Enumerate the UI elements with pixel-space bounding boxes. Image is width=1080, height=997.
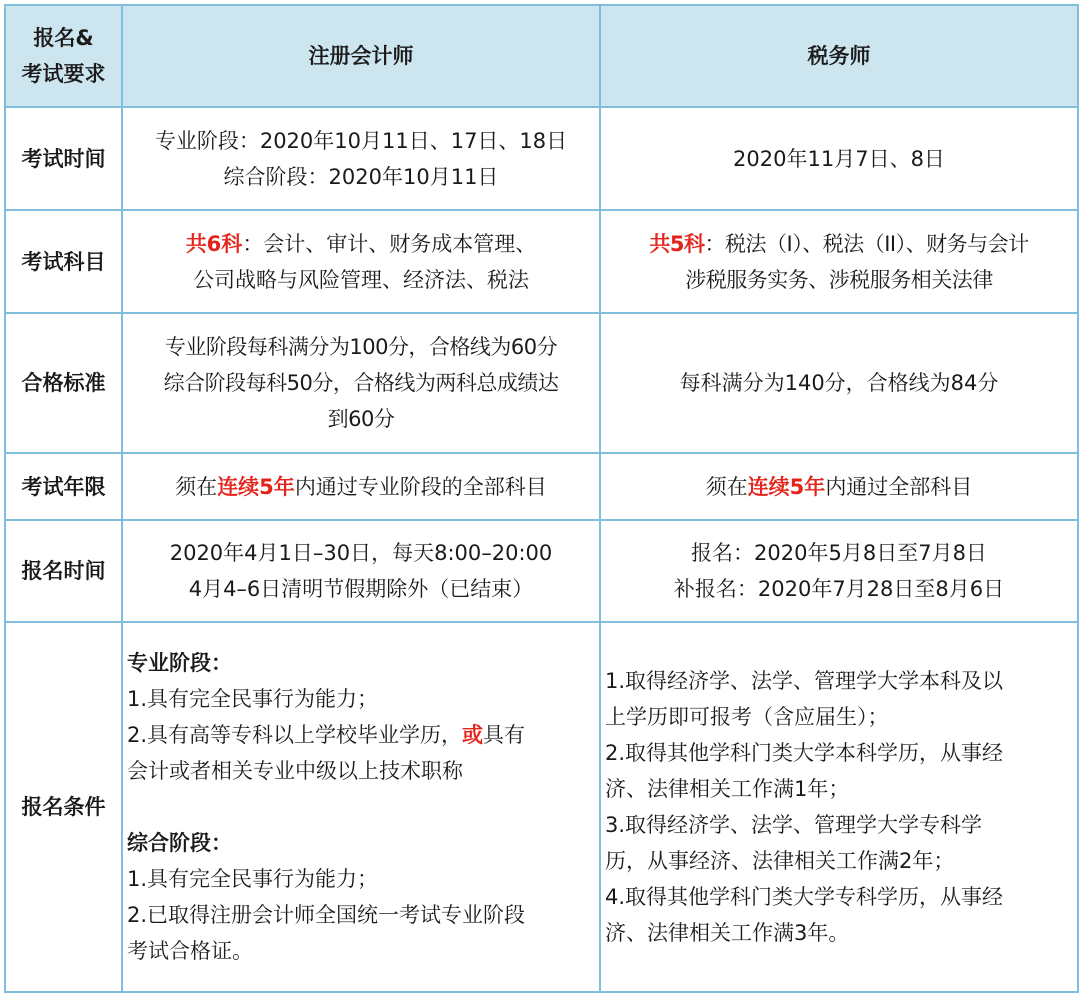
exam-time-cpa-line1: 专业阶段：2020年10月11日、17日、18日 xyxy=(154,128,568,153)
header-corner-cell xyxy=(5,5,122,107)
header-row xyxy=(5,5,1078,107)
exam-time-tax: 2020年11月7日、8日 xyxy=(600,107,1078,210)
subjects-cpa-count: 共6科 xyxy=(185,231,243,256)
pass-standard-row xyxy=(5,313,1078,453)
time-limit-row xyxy=(5,453,1078,520)
registration-time-cpa-line1: 2020年4月1日–30日，每天8:00–20:00 xyxy=(169,541,553,565)
time-limit-cpa-post: 内通过专业阶段的全部科目 xyxy=(294,474,547,499)
pass-standard-label: 合格标准 xyxy=(5,313,122,453)
pass-standard-cpa xyxy=(122,313,600,453)
time-limit-tax-pre: 须在 xyxy=(705,474,748,499)
cpa-stage2-item2: 2.已取得注册会计师全国统一考试专业阶段 xyxy=(127,903,526,927)
time-limit-tax-highlight: 连续5年 xyxy=(747,474,826,499)
tax-cond-line4: 济、法律相关工作满1年； xyxy=(605,777,850,801)
cpa-stage1-title: 专业阶段： xyxy=(127,651,232,675)
time-limit-tax-post: 内通过全部科目 xyxy=(825,474,973,499)
conditions-cpa xyxy=(122,622,600,992)
subjects-tax-count: 共5科 xyxy=(649,231,705,256)
time-limit-cpa-highlight: 连续5年 xyxy=(217,474,295,499)
subjects-cpa-list: ：会计、审计、财务成本管理、 xyxy=(242,231,537,256)
cpa-stage1-item2-or: 或 xyxy=(462,723,484,747)
subjects-label: 考试科目 xyxy=(5,210,122,313)
pass-standard-cpa-line3: 到60分 xyxy=(327,407,395,431)
cpa-stage1-item2-post: 具有 xyxy=(483,723,526,747)
subjects-tax xyxy=(600,210,1078,313)
exam-time-cpa xyxy=(122,107,600,210)
time-limit-tax xyxy=(600,453,1078,520)
tax-cond-line2: 上学历即可报考（含应届生）； xyxy=(605,705,889,729)
exam-time-label: 考试时间 xyxy=(5,107,122,210)
cpa-stage-spacer xyxy=(127,789,599,825)
subjects-tax-list: ：税法（I）、税法（II）、财务与会计 xyxy=(704,231,1029,256)
subjects-row xyxy=(5,210,1078,313)
cpa-stage1-item2 xyxy=(127,717,599,753)
exam-time-row xyxy=(5,107,1078,210)
pass-standard-cpa-line2: 综合阶段每科50分，合格线为两科总成绩达 xyxy=(163,371,559,395)
conditions-row xyxy=(5,622,1078,992)
cpa-stage2-title: 综合阶段： xyxy=(127,831,232,855)
cpa-stage2-item1: 1.具有完全民事行为能力； xyxy=(127,867,379,891)
subjects-tax-line1 xyxy=(601,226,1077,262)
subjects-cpa-line2: 公司战略与风险管理、经济法、税法 xyxy=(193,267,529,292)
pass-standard-tax: 每科满分为140分，合格线为84分 xyxy=(600,313,1078,453)
tax-cond-line3: 2.取得其他学科门类大学本科学历，从事经 xyxy=(605,741,1004,765)
conditions-label: 报名条件 xyxy=(5,622,122,992)
tax-cond-line6: 历，从事经济、法律相关工作满2年； xyxy=(605,849,955,873)
registration-time-tax-line1: 报名：2020年5月8日至7月8日 xyxy=(691,541,987,565)
registration-time-cpa-line2: 4月4–6日清明节假期除外（已结束） xyxy=(188,577,534,601)
cpa-stage2-item2-line2: 考试合格证。 xyxy=(127,939,253,963)
subjects-tax-line2: 涉税服务实务、涉税服务相关法律 xyxy=(685,267,993,292)
conditions-tax xyxy=(600,622,1078,992)
pass-standard-cpa-line1: 专业阶段每科满分为100分，合格线为60分 xyxy=(164,335,558,359)
registration-time-tax-line2: 补报名：2020年7月28日至8月6日 xyxy=(673,577,1005,601)
time-limit-label: 考试年限 xyxy=(5,453,122,520)
registration-time-cpa xyxy=(122,520,600,622)
header-cpa: 注册会计师 xyxy=(122,5,600,107)
tax-cond-line1: 1.取得经济学、法学、管理学大学本科及以 xyxy=(605,669,1004,693)
registration-time-tax xyxy=(600,520,1078,622)
subjects-cpa-line1 xyxy=(123,226,599,262)
header-tax-agent: 税务师 xyxy=(600,5,1078,107)
header-corner-line1: 报名& xyxy=(33,26,94,50)
cpa-stage1-item2-line2: 会计或者相关专业中级以上技术职称 xyxy=(127,759,463,783)
registration-time-label: 报名时间 xyxy=(5,520,122,622)
registration-time-row xyxy=(5,520,1078,622)
cpa-stage1-item2-pre: 2.具有高等专科以上学校毕业学历， xyxy=(127,723,463,747)
cpa-stage1-item1: 1.具有完全民事行为能力； xyxy=(127,687,379,711)
tax-cond-line8: 济、法律相关工作满3年。 xyxy=(605,921,850,945)
exam-time-cpa-line2: 综合阶段：2020年10月11日 xyxy=(223,164,499,189)
header-corner-line2: 考试要求 xyxy=(21,62,106,86)
time-limit-cpa-pre: 须在 xyxy=(175,474,218,499)
comparison-table xyxy=(4,4,1079,993)
tax-cond-line7: 4.取得其他学科门类大学专科学历，从事经 xyxy=(605,885,1004,909)
tax-cond-line5: 3.取得经济学、法学、管理学大学专科学 xyxy=(605,813,983,837)
subjects-cpa xyxy=(122,210,600,313)
time-limit-cpa xyxy=(122,453,600,520)
